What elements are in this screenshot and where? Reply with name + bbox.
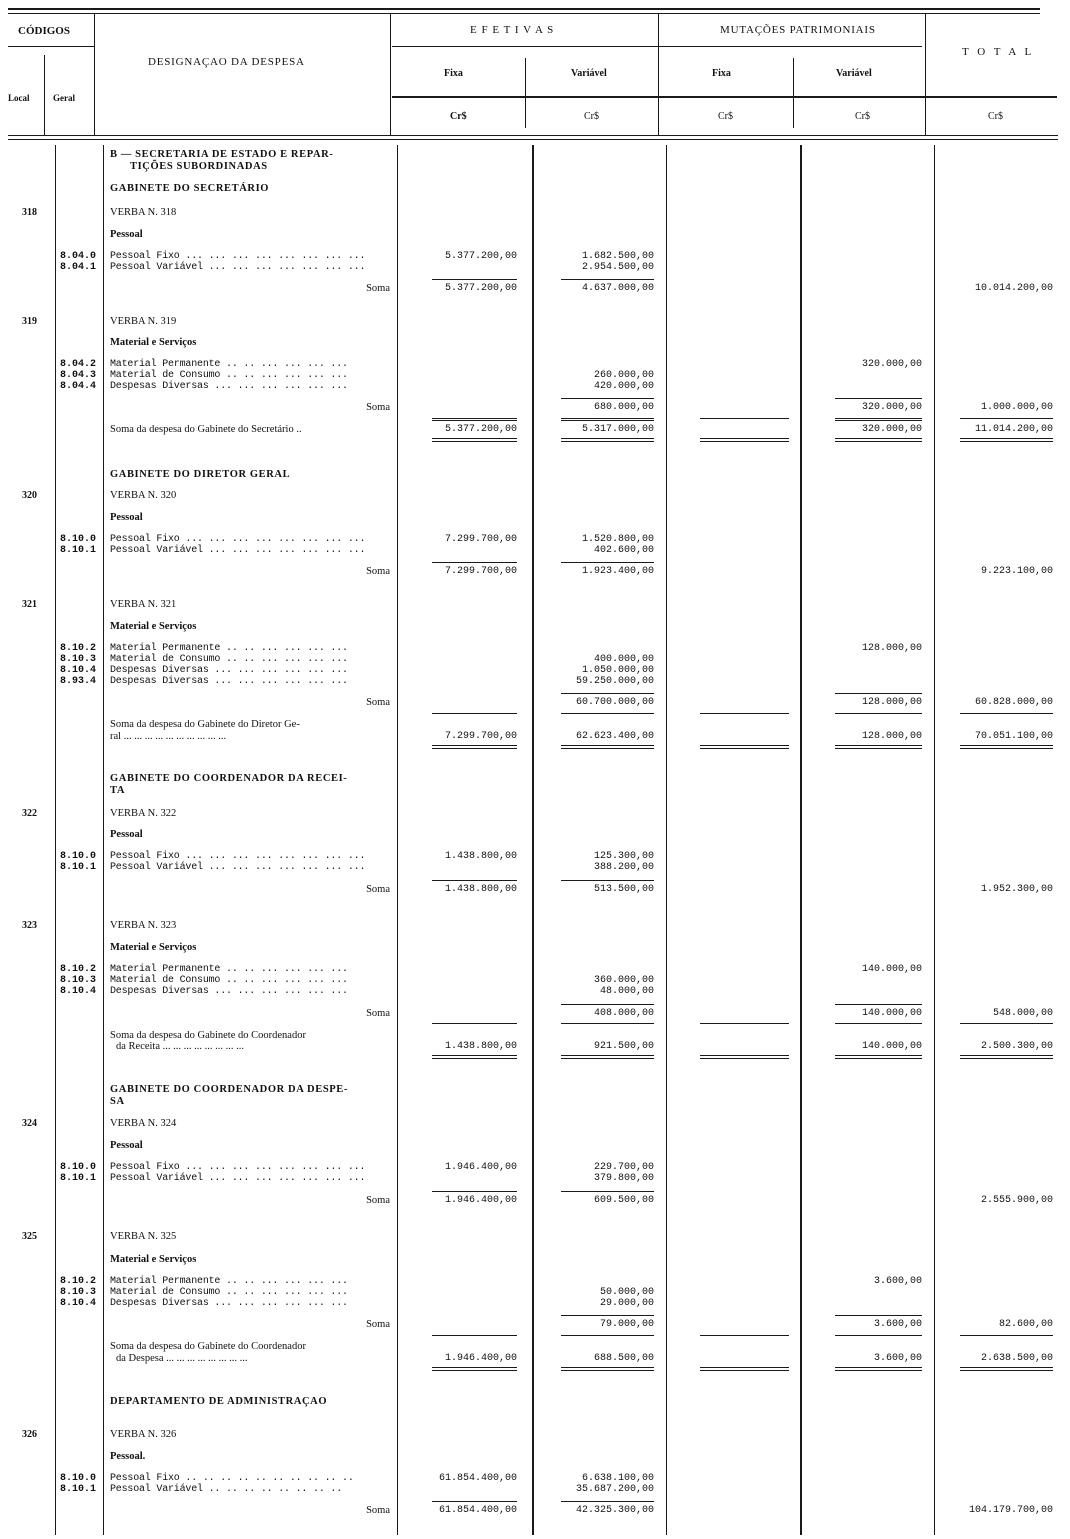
row-fixa-value: 7.299.700,00 (444, 731, 517, 742)
row-var-value: 62.623.400,00 (575, 731, 654, 742)
codigos-label: CÓDIGOS (18, 25, 70, 37)
currency-mut-fixa: Cr$ (718, 111, 733, 122)
body-vline-mutfix (800, 145, 802, 1535)
body-vline-fixa (532, 145, 534, 1535)
row-geral-code: 8.10.2 (59, 964, 96, 975)
row-var-value: 1.682.500,00 (581, 251, 654, 262)
row-var-value: 402.600,00 (593, 545, 654, 556)
row-description: Material e Serviços (110, 942, 197, 953)
double-rule-fixa-2 (432, 1370, 517, 1371)
row-geral-code: 8.10.3 (59, 975, 96, 986)
row-description: Despesas Diversas ... ... ... ... ... ... (110, 665, 348, 676)
row-description: DEPARTAMENTO DE ADMINISTRAÇAO (110, 1396, 328, 1407)
row-geral-code: 8.10.4 (59, 1298, 96, 1309)
row-local-code: 320 (22, 490, 37, 501)
row-var-value: 79.000,00 (599, 1319, 654, 1330)
row-var-value: 1.050.000,00 (581, 665, 654, 676)
row-geral-code: 8.10.0 (59, 1473, 96, 1484)
row-description: Material Permanente .. .. ... ... ... ... (110, 1276, 348, 1287)
row-description: Pessoal. (110, 1451, 146, 1462)
row-description: da Receita ... ... ... ... ... ... ... ... (116, 1041, 245, 1052)
row-var-value: 29.000,00 (599, 1298, 654, 1309)
row-description: Pessoal (110, 1140, 143, 1151)
row-var-value: 6.638.100,00 (581, 1473, 654, 1484)
row-fixa-value: 5.377.200,00 (444, 424, 517, 435)
pre-rule-mfix (835, 418, 922, 419)
row-var-value: 42.325.300,00 (575, 1505, 654, 1516)
row-description: VERBA N. 321 (110, 599, 177, 610)
header-vline-2 (390, 14, 391, 136)
row-total-value: 1.000.000,00 (980, 402, 1053, 413)
sum-rule-var (561, 1191, 654, 1192)
row-description: Despesas Diversas ... ... ... ... ... ... (110, 986, 348, 997)
sum-rule-var (561, 1004, 654, 1005)
fixa-label: Fixa (444, 68, 463, 79)
row-local-code: 322 (22, 808, 37, 819)
double-rule-mfix (835, 438, 922, 439)
row-description: Soma da despesa do Gabinete do Diretor Ge- (110, 719, 300, 730)
row-fixa-value: 1.946.400,00 (444, 1353, 517, 1364)
double-rule-mfix (835, 1055, 922, 1056)
pre-rule-mvar (700, 1023, 789, 1024)
currency-total: Cr$ (988, 111, 1003, 122)
total-label: T O T A L (962, 46, 1035, 58)
row-total-value: 82.600,00 (998, 1319, 1053, 1330)
row-total-value: 1.952.300,00 (980, 884, 1053, 895)
row-soma-label: Soma (366, 1505, 390, 1516)
sum-rule-var (561, 693, 654, 694)
pre-rule-tot (960, 1335, 1053, 1336)
header-vline-4 (925, 14, 926, 136)
pre-rule-tot (960, 1023, 1053, 1024)
double-rule-var-2 (561, 748, 654, 749)
row-description: ral ... ... ... ... ... ... ... ... ... ... (110, 731, 227, 742)
row-mut-var-value: 320.000,00 (861, 402, 922, 413)
row-var-value: 125.300,00 (593, 851, 654, 862)
top-rule-2 (8, 13, 1040, 14)
double-rule-mvar (700, 1055, 789, 1056)
row-description: VERBA N. 326 (110, 1429, 177, 1440)
row-description: VERBA N. 322 (110, 808, 177, 819)
row-mut-var-value: 128.000,00 (861, 643, 922, 654)
row-description: VERBA N. 318 (110, 207, 177, 218)
row-description: Pessoal (110, 829, 143, 840)
row-geral-code: 8.10.2 (59, 1276, 96, 1287)
row-geral-code: 8.04.3 (59, 370, 96, 381)
row-soma-label: Soma (366, 1195, 390, 1206)
row-total-value: 11.014.200,00 (974, 424, 1053, 435)
double-rule-mfix (835, 745, 922, 746)
row-total-value: 60.828.000,00 (974, 697, 1053, 708)
double-rule-fixa-2 (432, 1058, 517, 1059)
sum-rule-mut-var (835, 693, 922, 694)
row-description: Pessoal Variável ... ... ... ... ... ... ... (110, 1173, 366, 1184)
sum-rule-fixa (432, 1501, 517, 1502)
currency-variavel: Cr$ (584, 111, 599, 122)
row-var-value: 4.637.000,00 (581, 283, 654, 294)
pre-rule-var (561, 1023, 654, 1024)
double-rule-var-2 (561, 441, 654, 442)
codigos-rule (8, 46, 94, 47)
double-rule-mfix-2 (835, 441, 922, 442)
subhead-rule (392, 96, 1057, 98)
pre-rule-mfix (835, 713, 922, 714)
double-rule-var (561, 1367, 654, 1368)
row-geral-code: 8.10.1 (59, 545, 96, 556)
row-mut-var-value: 3.600,00 (873, 1353, 922, 1364)
row-description: GABINETE DO DIRETOR GERAL (110, 469, 291, 480)
sum-rule-mut-var (835, 1004, 922, 1005)
row-description: Despesas Diversas ... ... ... ... ... ... (110, 381, 348, 392)
sum-rule-var (561, 398, 654, 399)
row-mut-var-value: 128.000,00 (861, 697, 922, 708)
row-var-value: 229.700,00 (593, 1162, 654, 1173)
geral-label: Geral (53, 93, 75, 103)
row-var-value: 513.500,00 (593, 884, 654, 895)
sum-rule-var (561, 279, 654, 280)
row-geral-code: 8.04.0 (59, 251, 96, 262)
row-fixa-value: 61.854.400,00 (438, 1505, 517, 1516)
row-soma-label: Soma (366, 884, 390, 895)
row-total-value: 2.638.500,00 (980, 1353, 1053, 1364)
row-description: GABINETE DO SECRETÁRIO (110, 183, 270, 194)
row-description: Soma da despesa do Gabinete do Coordenador (110, 1030, 306, 1041)
row-description: Material e Serviços (110, 1254, 197, 1265)
pre-rule-mvar (700, 418, 789, 419)
double-rule-mvar (700, 1367, 789, 1368)
row-fixa-value: 1.438.800,00 (444, 884, 517, 895)
row-description: Despesas Diversas ... ... ... ... ... ... (110, 676, 348, 687)
row-geral-code: 8.93.4 (59, 676, 96, 687)
row-var-value: 420.000,00 (593, 381, 654, 392)
row-description: Material Permanente .. .. ... ... ... ... (110, 359, 348, 370)
header-bottom-rule-1 (8, 135, 1058, 136)
double-rule-mfix-2 (835, 1058, 922, 1059)
row-var-value: 50.000,00 (599, 1287, 654, 1298)
row-description: Pessoal (110, 512, 143, 523)
row-mut-var-value: 320.000,00 (861, 359, 922, 370)
row-description: GABINETE DO COORDENADOR DA DESPE- (110, 1084, 348, 1095)
row-description: Material de Consumo .. .. ... ... ... ... (110, 370, 348, 381)
row-fixa-value: 1.946.400,00 (444, 1162, 517, 1173)
row-mut-var-value: 3.600,00 (873, 1276, 922, 1287)
efetivas-label: E F E T I V A S (470, 24, 555, 36)
row-fixa-value: 1.946.400,00 (444, 1195, 517, 1206)
variavel-label: Variável (571, 68, 607, 79)
pre-rule-var (561, 418, 654, 419)
sum-rule-fixa (432, 1191, 517, 1192)
row-fixa-value: 61.854.400,00 (438, 1473, 517, 1484)
sum-rule-fixa (432, 880, 517, 881)
double-rule-mvar-2 (700, 1058, 789, 1059)
header-vline-5 (525, 58, 526, 128)
row-geral-code: 8.10.4 (59, 665, 96, 676)
row-var-value: 609.500,00 (593, 1195, 654, 1206)
row-description: Pessoal Variável .. .. .. .. .. .. .. .. (110, 1484, 343, 1495)
sum-rule-mut-var (835, 398, 922, 399)
row-geral-code: 8.10.1 (59, 1173, 96, 1184)
row-total-value: 10.014.200,00 (974, 283, 1053, 294)
body-vline-var (666, 145, 667, 1535)
double-rule-fixa (432, 1055, 517, 1056)
row-description: B — SECRETARIA DE ESTADO E REPAR- (110, 149, 334, 160)
sum-rule-var (561, 1315, 654, 1316)
row-mut-var-value: 140.000,00 (861, 1008, 922, 1019)
pre-rule-mfix (835, 1335, 922, 1336)
row-local-code: 323 (22, 920, 37, 931)
sum-rule-fixa (432, 420, 517, 421)
header-vline-6 (793, 58, 794, 128)
pre-rule-tot (960, 418, 1053, 419)
row-soma-label: Soma (366, 402, 390, 413)
row-fixa-value: 7.299.700,00 (444, 566, 517, 577)
row-description: Pessoal Variável ... ... ... ... ... ... ... (110, 862, 366, 873)
row-description: Material e Serviços (110, 337, 197, 348)
row-description: Pessoal Variável ... ... ... ... ... ... ... (110, 262, 366, 273)
double-rule-fixa (432, 745, 517, 746)
pre-rule-mfix (835, 1023, 922, 1024)
efetivas-rule (392, 46, 922, 47)
double-rule-tot (960, 1055, 1053, 1056)
row-mut-var-value: 128.000,00 (861, 731, 922, 742)
row-fixa-value: 5.377.200,00 (444, 251, 517, 262)
row-local-code: 325 (22, 1231, 37, 1242)
sum-rule-var (561, 880, 654, 881)
double-rule-fixa-2 (432, 748, 517, 749)
double-rule-tot-2 (960, 1058, 1053, 1059)
row-var-value: 921.500,00 (593, 1041, 654, 1052)
row-total-value: 548.000,00 (992, 1008, 1053, 1019)
row-description: Material de Consumo .. .. ... ... ... ... (110, 975, 348, 986)
row-description: Pessoal Fixo ... ... ... ... ... ... ... ... (110, 251, 366, 262)
row-description: VERBA N. 319 (110, 316, 177, 327)
row-var-value: 680.000,00 (593, 402, 654, 413)
row-geral-code: 8.10.0 (59, 1162, 96, 1173)
double-rule-tot-2 (960, 1370, 1053, 1371)
row-geral-code: 8.10.2 (59, 643, 96, 654)
double-rule-mvar-2 (700, 1370, 789, 1371)
sum-rule-fixa (432, 562, 517, 563)
row-total-value: 104.179.700,00 (968, 1505, 1053, 1516)
row-description: Material Permanente .. .. ... ... ... ... (110, 964, 348, 975)
row-description: TIÇÕES SUBORDINADAS (130, 161, 268, 172)
mut-fixa-label: Fixa (712, 68, 731, 79)
row-var-value: 400.000,00 (593, 654, 654, 665)
header-vline-1 (94, 14, 95, 136)
pre-rule-fixa (432, 713, 517, 714)
body-vline-local (55, 145, 56, 1535)
row-fixa-value: 5.377.200,00 (444, 283, 517, 294)
row-geral-code: 8.04.2 (59, 359, 96, 370)
row-description: Material Permanente .. .. ... ... ... ... (110, 643, 348, 654)
row-local-code: 324 (22, 1118, 37, 1129)
body-vline-geral (103, 145, 104, 1535)
pre-rule-var (561, 1335, 654, 1336)
double-rule-tot-2 (960, 748, 1053, 749)
header-bottom-rule-2 (8, 139, 1058, 140)
row-geral-code: 8.04.1 (59, 262, 96, 273)
row-local-code: 326 (22, 1429, 37, 1440)
row-var-value: 388.200,00 (593, 862, 654, 873)
row-fixa-value: 7.299.700,00 (444, 534, 517, 545)
row-var-value: 5.317.000,00 (581, 424, 654, 435)
body-vline-desc (397, 145, 398, 1535)
currency-fixa: Cr$ (450, 111, 467, 122)
row-var-value: 1.520.800,00 (581, 534, 654, 545)
mut-variavel-label: Variável (836, 68, 872, 79)
row-soma-label: Soma (366, 566, 390, 577)
row-description: TA (110, 785, 126, 796)
pre-rule-fixa (432, 418, 517, 419)
pre-rule-fixa (432, 1335, 517, 1336)
row-local-code: 318 (22, 207, 37, 218)
double-rule-mfix-2 (835, 748, 922, 749)
row-description: Pessoal (110, 229, 143, 240)
body-vline-mutvar (934, 145, 935, 1535)
row-description: Soma da despesa do Gabinete do Secretário .. (110, 424, 302, 435)
row-geral-code: 8.04.4 (59, 381, 96, 392)
pre-rule-mvar (700, 713, 789, 714)
row-description: VERBA N. 323 (110, 920, 177, 931)
row-description: da Despesa ... ... ... ... ... ... ... ... (116, 1353, 248, 1364)
row-description: VERBA N. 324 (110, 1118, 177, 1129)
row-mut-var-value: 320.000,00 (861, 424, 922, 435)
row-geral-code: 8.10.0 (59, 851, 96, 862)
double-rule-mvar (700, 745, 789, 746)
row-local-code: 321 (22, 599, 37, 610)
row-var-value: 2.954.500,00 (581, 262, 654, 273)
row-var-value: 260.000,00 (593, 370, 654, 381)
row-description: SA (110, 1096, 125, 1107)
double-rule-fixa-2 (432, 441, 517, 442)
double-rule-tot (960, 745, 1053, 746)
row-total-value: 70.051.100,00 (974, 731, 1053, 742)
row-geral-code: 8.10.3 (59, 1287, 96, 1298)
row-description: Pessoal Fixo ... ... ... ... ... ... ... ... (110, 534, 366, 545)
row-var-value: 48.000,00 (599, 986, 654, 997)
double-rule-var-2 (561, 1370, 654, 1371)
row-description: Soma da despesa do Gabinete do Coordenador (110, 1341, 306, 1352)
double-rule-tot-2 (960, 441, 1053, 442)
row-mut-var-value: 140.000,00 (861, 964, 922, 975)
sum-rule-var (561, 562, 654, 563)
double-rule-var (561, 745, 654, 746)
header-vline-7 (44, 55, 45, 135)
row-mut-var-value: 140.000,00 (861, 1041, 922, 1052)
row-description: Material de Consumo .. .. ... ... ... ... (110, 1287, 348, 1298)
mutacoes-label: MUTAÇÕES PATRIMONIAIS (720, 24, 876, 36)
row-total-value: 2.555.900,00 (980, 1195, 1053, 1206)
pre-rule-fixa (432, 1023, 517, 1024)
row-description: Despesas Diversas ... ... ... ... ... ... (110, 1298, 348, 1309)
row-var-value: 35.687.200,00 (575, 1484, 654, 1495)
row-description: Material e Serviços (110, 621, 197, 632)
designacao-label: DESIGNAÇAO DA DESPESA (148, 56, 305, 68)
sum-rule-fixa (432, 279, 517, 280)
double-rule-fixa (432, 438, 517, 439)
row-soma-label: Soma (366, 1319, 390, 1330)
row-description: Pessoal Fixo ... ... ... ... ... ... ... ... (110, 1162, 366, 1173)
row-soma-label: Soma (366, 1008, 390, 1019)
double-rule-tot (960, 1367, 1053, 1368)
double-rule-var-2 (561, 1058, 654, 1059)
row-var-value: 59.250.000,00 (575, 676, 654, 687)
row-var-value: 408.000,00 (593, 1008, 654, 1019)
pre-rule-tot (960, 713, 1053, 714)
sum-rule-var (561, 1501, 654, 1502)
row-soma-label: Soma (366, 697, 390, 708)
row-var-value: 360.000,00 (593, 975, 654, 986)
row-mut-var-value: 3.600,00 (873, 1319, 922, 1330)
row-total-value: 2.500.300,00 (980, 1041, 1053, 1052)
pre-rule-mvar (700, 1335, 789, 1336)
row-geral-code: 8.10.1 (59, 1484, 96, 1495)
double-rule-fixa (432, 1367, 517, 1368)
row-description: Material de Consumo .. .. ... ... ... ... (110, 654, 348, 665)
row-geral-code: 8.10.3 (59, 654, 96, 665)
row-var-value: 1.923.400,00 (581, 566, 654, 577)
row-description: GABINETE DO COORDENADOR DA RECEI- (110, 773, 348, 784)
local-label: Local (8, 93, 30, 103)
row-description: VERBA N. 325 (110, 1231, 177, 1242)
double-rule-mfix (835, 1367, 922, 1368)
top-rule-1 (8, 8, 1040, 10)
row-var-value: 379.800,00 (593, 1173, 654, 1184)
row-geral-code: 8.10.0 (59, 534, 96, 545)
row-description: Pessoal Variável ... ... ... ... ... ... ... (110, 545, 366, 556)
double-rule-mvar-2 (700, 748, 789, 749)
double-rule-mfix-2 (835, 1370, 922, 1371)
row-fixa-value: 1.438.800,00 (444, 1041, 517, 1052)
row-soma-label: Soma (366, 283, 390, 294)
sum-rule-mut-var (835, 1315, 922, 1316)
currency-mut-variavel: Cr$ (855, 111, 870, 122)
double-rule-var (561, 1055, 654, 1056)
row-description: Pessoal Fixo .. .. .. .. .. .. .. .. .. .. (110, 1473, 354, 1484)
row-description: VERBA N. 320 (110, 490, 177, 501)
row-var-value: 688.500,00 (593, 1353, 654, 1364)
row-geral-code: 8.10.1 (59, 862, 96, 873)
header-vline-3 (658, 14, 659, 136)
double-rule-tot (960, 438, 1053, 439)
sum-rule-var (561, 420, 654, 421)
row-local-code: 319 (22, 316, 37, 327)
pre-rule-var (561, 713, 654, 714)
double-rule-mvar (700, 438, 789, 439)
row-total-value: 9.223.100,00 (980, 566, 1053, 577)
row-fixa-value: 1.438.800,00 (444, 851, 517, 862)
sum-rule-mut-var (835, 420, 922, 421)
double-rule-var (561, 438, 654, 439)
row-description: Pessoal Fixo ... ... ... ... ... ... ... ... (110, 851, 366, 862)
row-geral-code: 8.10.4 (59, 986, 96, 997)
double-rule-mvar-2 (700, 441, 789, 442)
row-var-value: 60.700.000,00 (575, 697, 654, 708)
